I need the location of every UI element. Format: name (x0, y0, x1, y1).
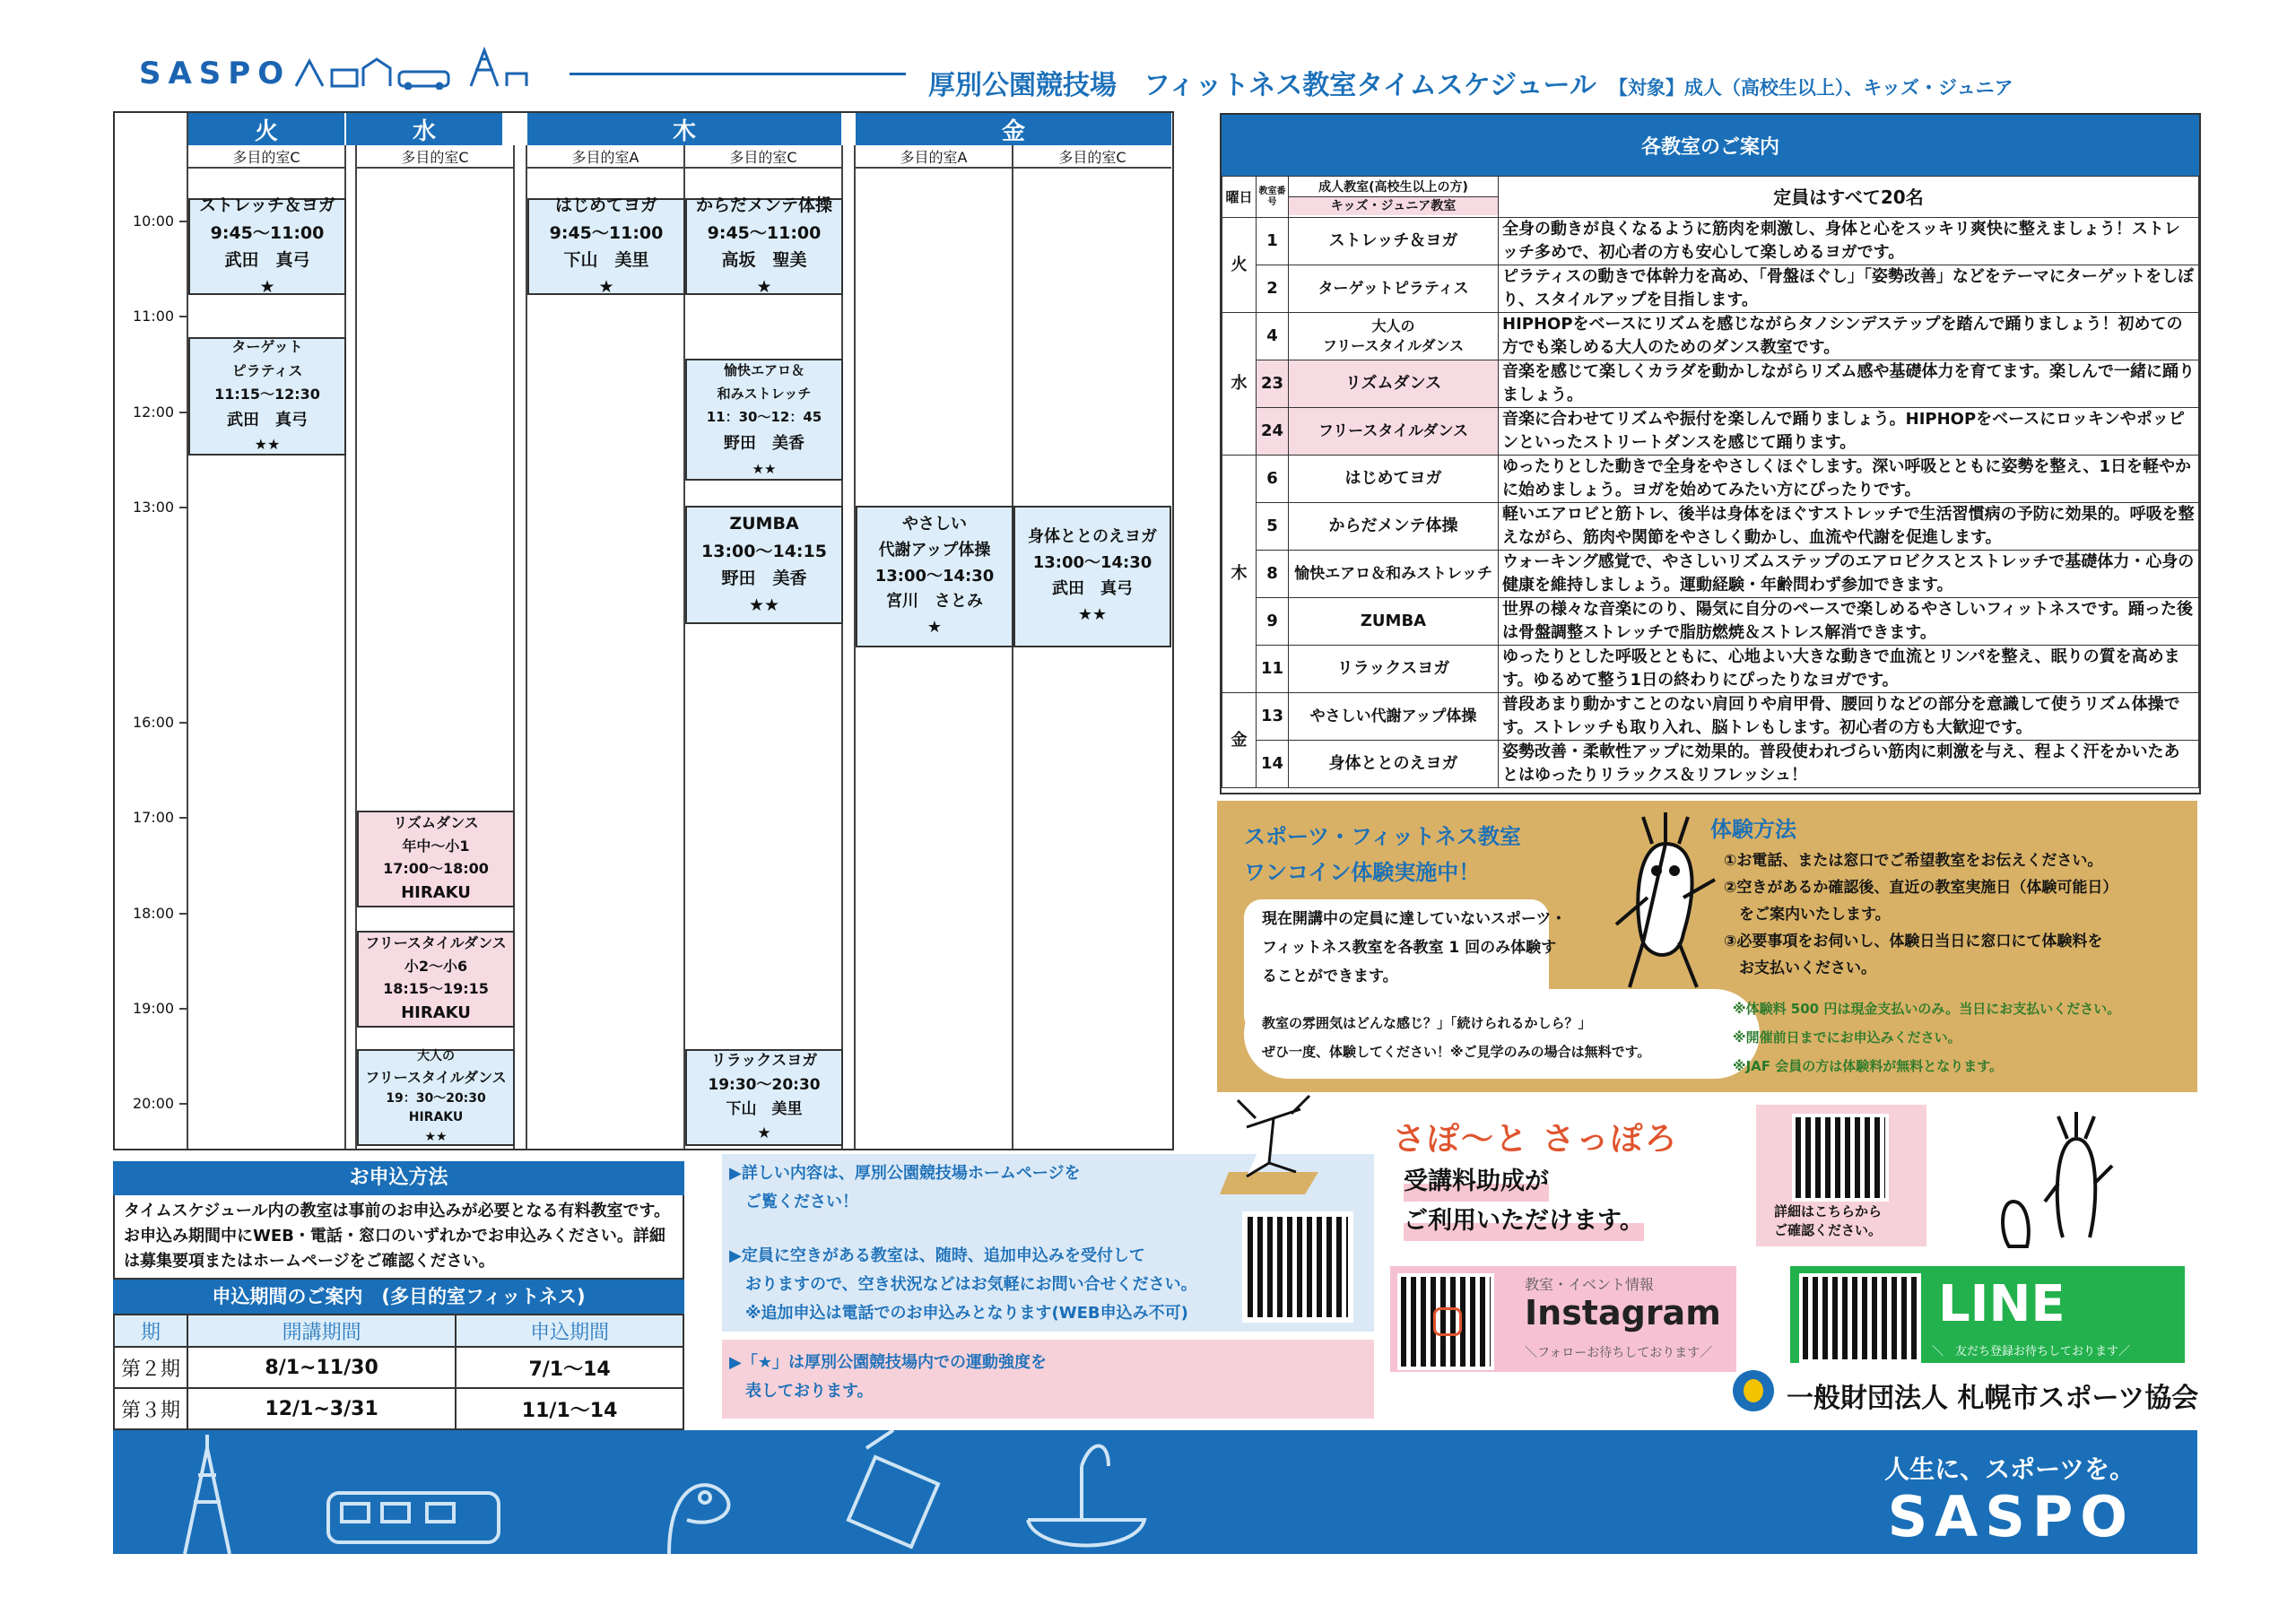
class-description: HIPHOPをベースにリズムを感じながらタノシンデステップを踏んで踊りましょう！初めての方でも楽しめる大人のためのダンス教室です。 (1499, 313, 2199, 360)
header-rule (570, 73, 906, 75)
subsidy-qr-label: 詳細はこちらから ご確認ください。 (1774, 1203, 1883, 1238)
intensity-note: ▶「★」は厚別公園競技場内での運動強度を (729, 1353, 1047, 1372)
period-apply: 11/1～14 (456, 1388, 683, 1429)
slot-intensity: ★ (926, 618, 943, 638)
jumping-figure-icon (1220, 1091, 1336, 1199)
period-table (113, 1314, 684, 1430)
column-header-number: 教室番号 (1257, 177, 1289, 218)
period-col-header: 期 (114, 1315, 187, 1347)
class-slot[interactable] (685, 506, 843, 624)
class-description: ウォーキング感覚で、やさしいリズムステップのエアロビクスとストレッチで基礎体力・心身の健康を維持しましょう。運動経験・年齢問わず参加できます。 (1499, 551, 2199, 598)
class-number: 11 (1257, 646, 1289, 693)
class-row (1222, 408, 2199, 456)
slot-title: 身体ととのえヨガ (1028, 527, 1157, 547)
slot-title: やさしい (902, 515, 967, 534)
class-guide-table (1220, 113, 2201, 794)
class-row (1222, 313, 2199, 360)
slot-time: 17:00～18:00 (383, 860, 489, 878)
slot-time: 13:00～14:30 (874, 566, 995, 586)
class-day: 火 (1222, 218, 1257, 313)
line-qr-icon[interactable] (1799, 1273, 1921, 1363)
schedule-grid (113, 111, 1174, 1150)
time-label: 19:00 (133, 1000, 175, 1017)
class-name: からだメンテ体操 (1289, 503, 1499, 551)
class-row (1222, 360, 2199, 408)
trial-step: ①お電話、または窓口でご希望教室をお伝えください。 (1724, 852, 2103, 870)
grid-line (841, 145, 843, 1149)
footer-logo: SASPO (1887, 1484, 2135, 1549)
slot-title: 愉快エアロ＆ (723, 361, 804, 378)
line-follow: ＼ 友だち登録お待ちしております／ (1932, 1345, 2131, 1358)
slot-instructor: HIRAKU (401, 883, 471, 902)
slot-title: フリースタイルダンス (365, 1068, 507, 1086)
class-name: 愉快エアロ＆和みストレッチ (1289, 551, 1499, 598)
footer-slogan: 人生に、スポーツを。 (1884, 1454, 2135, 1484)
room-header: 多目的室A (856, 145, 1013, 169)
time-tick (179, 412, 188, 413)
room-header: 多目的室C (685, 145, 843, 169)
time-tick (179, 817, 188, 819)
class-row (1222, 456, 2199, 503)
legend-kids: キッズ・ジュニア教室 (1289, 197, 1498, 215)
class-slot[interactable] (685, 1049, 843, 1146)
slot-title: ターゲット (231, 338, 303, 356)
association-name: 一般財団法人 札幌市スポーツ協会 (1787, 1383, 2199, 1414)
instagram-label: Instagram (1525, 1293, 1721, 1332)
period-open: 8/1~11/30 (187, 1347, 456, 1388)
time-label: 12:00 (133, 404, 175, 421)
day-header-thu: 木 (527, 113, 843, 145)
slot-intensity: ★★ (424, 1130, 448, 1145)
capacity-note: 定員はすべて20名 (1499, 177, 2199, 218)
slot-title: ピラティス (231, 361, 303, 379)
trial-body: 現在開講中の定員に達していないスポーツ・ (1262, 910, 1567, 928)
day-header-wed: 水 (346, 113, 504, 145)
class-description: 全身の動きが良くなるように筋肉を刺激し、身体と心をスッキリ爽快に整えましょう！ストレッチ多めで、初心者の方も安心して楽しめるヨガです。 (1499, 218, 2199, 265)
class-description: 姿勢改善・柔軟性アップに効果的。普段使われづらい筋肉に刺激を与え、程よく汗をかいたあとはゆったりリラックス＆リフレッシュ！ (1499, 741, 2199, 788)
mascot-pair-icon (1982, 1112, 2126, 1255)
trial-note: ※JAF 会員の方は体験料が無料となります。 (1733, 1058, 2004, 1074)
time-tick (179, 221, 188, 222)
intensity-note-panel (722, 1340, 1374, 1419)
info-text: ※追加申込は電話でのお申込みとなります(WEB申込み不可) (729, 1304, 1188, 1323)
class-row (1222, 218, 2199, 265)
class-name: 大人の フリースタイルダンス (1289, 313, 1499, 360)
room-header: 多目的室A (527, 145, 685, 169)
class-row (1222, 503, 2199, 551)
time-label: 10:00 (133, 213, 175, 230)
slot-time: 9:45～11:00 (549, 222, 664, 243)
time-tick (179, 913, 188, 915)
class-slot[interactable] (357, 1049, 515, 1146)
info-text: おりますので、空き状況などはお気軽にお問い合せください。 (729, 1275, 1197, 1294)
class-slot[interactable] (685, 359, 843, 481)
sapporo-skyline-icon (291, 43, 529, 90)
instagram-panel[interactable] (1390, 1266, 1736, 1372)
saspo-logo: SASPO (139, 56, 291, 91)
target-audience: 【対象】成人（高校生以上）、キッズ・ジュニア (1608, 77, 2013, 99)
trial-panel (1217, 801, 2197, 1092)
subsidy-qr-panel (1756, 1105, 1926, 1246)
class-row (1222, 265, 2199, 313)
info-text: ▶定員に空きがある教室は、随時、追加申込みを受付して (729, 1246, 1145, 1265)
class-number: 4 (1257, 313, 1289, 360)
footer-banner (113, 1430, 2197, 1554)
trial-step: ②空きがあるか確認後、直近の教室実施日（体験可能日） (1724, 879, 2118, 897)
slot-intensity: ★★ (1077, 604, 1108, 624)
speech-bubble-text: ぜひ一度、体験してください！※ご見学のみの場合は無料です。 (1262, 1044, 1651, 1060)
class-name: はじめてヨガ (1289, 456, 1499, 503)
sapporo-landmarks-icon (131, 1430, 1207, 1554)
slot-instructor: HIRAKU (401, 1003, 471, 1022)
class-description: 普段あまり動かすことのない肩回りや肩甲骨、腰回りなどの部分を意識して使うリズム体操です。ストレッチも取り入れ、脳トレもします。初心者の方も大歓迎です。 (1499, 693, 2199, 741)
slot-intensity: ★ (259, 277, 275, 298)
trial-method-title: 体験方法 (1710, 817, 1796, 842)
time-tick (179, 722, 188, 724)
slot-instructor: 下山 美里 (563, 250, 649, 270)
class-row (1222, 598, 2199, 646)
info-panel (722, 1154, 1374, 1332)
slot-time: 11:15～12:30 (214, 386, 320, 404)
slot-instructor: 武田 真弓 (227, 410, 308, 430)
class-name: 身体ととのえヨガ (1289, 741, 1499, 788)
trial-body: フィットネス教室を各教室 1 回のみ体験す (1262, 939, 1557, 957)
slot-intensity: ★ (598, 277, 614, 298)
class-name: やさしい代謝アップ体操 (1289, 693, 1499, 741)
slot-instructor: 武田 真弓 (1052, 579, 1133, 598)
class-slot[interactable] (188, 195, 346, 298)
day-header-tue: 火 (188, 113, 346, 145)
time-label: 17:00 (133, 809, 175, 826)
class-guide-title: 各教室のご案内 (1222, 115, 2199, 176)
time-label: 11:00 (133, 308, 175, 325)
info-text: ▶詳しい内容は、厚別公園競技場ホームページを (729, 1164, 1081, 1183)
slot-instructor: 野田 美香 (724, 433, 804, 453)
room-header: 多目的室C (357, 145, 515, 169)
time-tick (179, 507, 188, 508)
class-description: 世界の様々な音楽にのり、陽気に自分のペースで楽しめるやさしいフィットネスです。踊った後は骨盤調整ストレッチで脂肪燃焼＆ストレス解消できます。 (1499, 598, 2199, 646)
slot-time: 19:30～20:30 (708, 1075, 821, 1094)
class-number: 1 (1257, 218, 1289, 265)
class-name: ストレッチ＆ヨガ (1289, 218, 1499, 265)
class-number: 9 (1257, 598, 1289, 646)
application-text: タイムスケジュール内の教室は事前のお申込みが必要となる有料教室です。お申込み期間中にWEB・電話・窓口のいずれかでお申込みください。詳細は募集要項またはホームページをご確認ください。 (113, 1195, 684, 1280)
trial-heading: スポーツ・フィットネス教室 (1244, 824, 1521, 849)
slot-intensity: ★★ (254, 436, 281, 454)
class-slot[interactable] (357, 811, 515, 907)
class-day: 金 (1222, 693, 1257, 788)
legend-adult: 成人教室(高校生以上の方) (1289, 178, 1498, 197)
class-row (1222, 646, 2199, 693)
period-term: 第２期 (114, 1347, 187, 1388)
info-text: ご覧ください！ (729, 1193, 858, 1211)
slot-title: ZUMBA (729, 514, 799, 534)
class-name: フリースタイルダンス (1289, 408, 1499, 456)
period-term: 第３期 (114, 1388, 187, 1429)
slot-title: リラックスヨガ (710, 1051, 818, 1070)
class-guide-rows (1222, 176, 2199, 788)
intensity-note: 表しております。 (729, 1382, 874, 1401)
slot-time: 9:45～11:00 (210, 222, 325, 243)
time-label: 13:00 (133, 499, 175, 516)
class-description: 音楽に合わせてリズムや振付を楽しんで踊りましょう。HIPHOPをベースにロッキンやポッピンといったストリートダンスを感じて踊ります。 (1499, 408, 2199, 456)
trial-step: ③必要事項をお伺いし、体験日当日に窓口にて体験料を (1724, 933, 2103, 950)
time-label: 18:00 (133, 905, 175, 922)
class-row (1222, 551, 2199, 598)
class-name: ZUMBA (1289, 598, 1499, 646)
time-tick (179, 1103, 188, 1105)
subsidy-text: ご利用いただけます。 (1404, 1202, 1644, 1241)
slot-instructor: 高坂 聖美 (721, 250, 807, 270)
slot-time: 9:45～11:00 (707, 222, 822, 243)
slot-intensity: ★★ (752, 461, 777, 477)
application-title: お申込方法 (113, 1161, 684, 1195)
class-day: 木 (1222, 456, 1257, 693)
period-col-header: 申込期間 (456, 1315, 683, 1347)
class-name: リラックスヨガ (1289, 646, 1499, 693)
class-description: ピラティスの動きで体幹力を高め、「骨盤ほぐし」「姿勢改善」などをテーマにターゲットをしぼり、スタイルアップを目指します。 (1499, 265, 2199, 313)
class-slot[interactable] (1013, 506, 1171, 647)
line-label: LINE (1938, 1275, 2066, 1333)
slot-instructor: 下山 美里 (726, 1100, 803, 1118)
time-tick (179, 316, 188, 317)
trial-note: ※体験料 500 円は現金支払いのみ。当日にお支払いください。 (1733, 1001, 2121, 1017)
period-title: 申込期間のご案内 (多目的室フィットネス) (113, 1280, 684, 1314)
slot-title: リズムダンス (393, 814, 479, 832)
grid-line (526, 145, 527, 1149)
application-panel (113, 1161, 684, 1421)
class-row (1222, 693, 2199, 741)
trial-step: をご案内いたします。 (1724, 906, 1891, 924)
grid-line (344, 145, 346, 1149)
column-header-day: 曜日 (1222, 177, 1257, 218)
class-name: ターゲットピラティス (1289, 265, 1499, 313)
slot-intensity: ★ (756, 277, 772, 298)
instagram-icon (1433, 1307, 1462, 1336)
support-sapporo-logo: さぽ～と さっぽろ (1393, 1121, 1679, 1158)
class-row (1222, 741, 2199, 788)
slot-title: 大人の (417, 1049, 455, 1064)
slot-title: はじめてヨガ (554, 195, 657, 216)
class-slot[interactable] (188, 337, 346, 456)
page-title: 厚別公園競技場 フィットネス教室タイムスケジュール 【対象】成人（高校生以上）、キッズ・ジュニア (928, 70, 2013, 101)
room-header: 多目的室C (1013, 145, 1171, 169)
class-description: ゆったりとした動きで全身をやさしくほぐします。深い呼吸とともに姿勢を整え、1日を軽やかに始めましょう。ヨガを始めてみたい方にぴったりです。 (1499, 456, 2199, 503)
class-day: 水 (1222, 313, 1257, 456)
class-slot[interactable] (357, 931, 515, 1028)
slot-age: 小2～小6 (404, 957, 468, 975)
grid-line (683, 145, 685, 1149)
class-description: 軽いエアロビと筋トレ、後半は身体をほぐすストレッチで生活習慣病の予防に効果的。呼吸を整えながら、筋肉や関節をやさしく動かし、血流や代謝を促進します。 (1499, 503, 2199, 551)
slot-intensity: ★★ (748, 595, 780, 616)
time-label: 20:00 (133, 1095, 175, 1112)
slot-instructor: HIRAKU (408, 1110, 464, 1125)
class-number: 8 (1257, 551, 1289, 598)
homepage-qr-icon[interactable] (1242, 1211, 1353, 1323)
association-logo-icon (1733, 1370, 1774, 1411)
trial-note: ※開催前日までにお申込みください。 (1733, 1029, 1961, 1046)
class-slot[interactable] (527, 195, 685, 298)
slot-intensity: ★ (757, 1124, 771, 1143)
trial-body: ることができます。 (1262, 968, 1398, 985)
slot-instructor: 野田 美香 (721, 568, 807, 588)
class-description: 音楽を感じて楽しくカラダを動かしながらリズム感や基礎体力を育てます。楽しんで一緒に踊りましょう。 (1499, 360, 2199, 408)
class-number: 14 (1257, 741, 1289, 788)
period-apply: 7/1～14 (456, 1347, 683, 1388)
slot-time: 13:00～14:30 (1032, 553, 1152, 573)
class-description: ゆったりとした呼吸とともに、心地よい大きな動きで血流とリンパを整え、眠りの質を高めます。ゆるめて整う1日の終わりにぴったりなヨガです。 (1499, 646, 2199, 693)
slot-time: 19：30～20:30 (386, 1090, 486, 1106)
subsidy-qr-icon[interactable] (1792, 1114, 1889, 1202)
class-name: リズムダンス (1289, 360, 1499, 408)
instagram-follow: ＼フォローお待ちしております／ (1525, 1346, 1713, 1360)
slot-title: からだメンテ体操 (695, 195, 832, 216)
class-slot[interactable] (856, 506, 1013, 647)
slot-title: 和みストレッチ (717, 386, 812, 402)
slot-time: 13:00～14:15 (701, 541, 827, 561)
trial-step: お支払いください。 (1724, 959, 1876, 977)
slot-title: 代謝アップ体操 (878, 540, 991, 560)
class-number: 13 (1257, 693, 1289, 741)
period-col-header: 開講期間 (187, 1315, 456, 1347)
class-number: 5 (1257, 503, 1289, 551)
instagram-caption: 教室・イベント情報 (1525, 1276, 1655, 1293)
trial-heading: ワンコイン体験実施中！ (1244, 860, 1481, 885)
time-tick (179, 1008, 188, 1010)
class-slot[interactable] (685, 195, 843, 298)
slot-time: 11：30～12：45 (706, 409, 822, 426)
slot-title: ストレッチ＆ヨガ (199, 195, 335, 216)
room-header: 多目的室C (188, 145, 346, 169)
class-number: 6 (1257, 456, 1289, 503)
class-number: 23 (1257, 360, 1289, 408)
line-panel[interactable] (1790, 1266, 2185, 1363)
subsidy-text: 受講料助成が (1404, 1162, 1549, 1202)
period-open: 12/1~3/31 (187, 1388, 456, 1429)
slot-instructor: 武田 真弓 (224, 250, 310, 270)
speech-bubble-text: 教室の雰囲気はどんな感じ？」「続けられるかしら？」 (1262, 1015, 1592, 1031)
day-header-fri: 金 (856, 113, 1171, 145)
class-number: 24 (1257, 408, 1289, 456)
slot-instructor: 宮川 さとみ (886, 592, 983, 612)
time-label: 16:00 (133, 714, 175, 731)
slot-age: 年中～小1 (402, 837, 470, 855)
slot-time: 18:15～19:15 (383, 980, 489, 998)
class-number: 2 (1257, 265, 1289, 313)
slot-title: フリースタイルダンス (365, 934, 507, 952)
